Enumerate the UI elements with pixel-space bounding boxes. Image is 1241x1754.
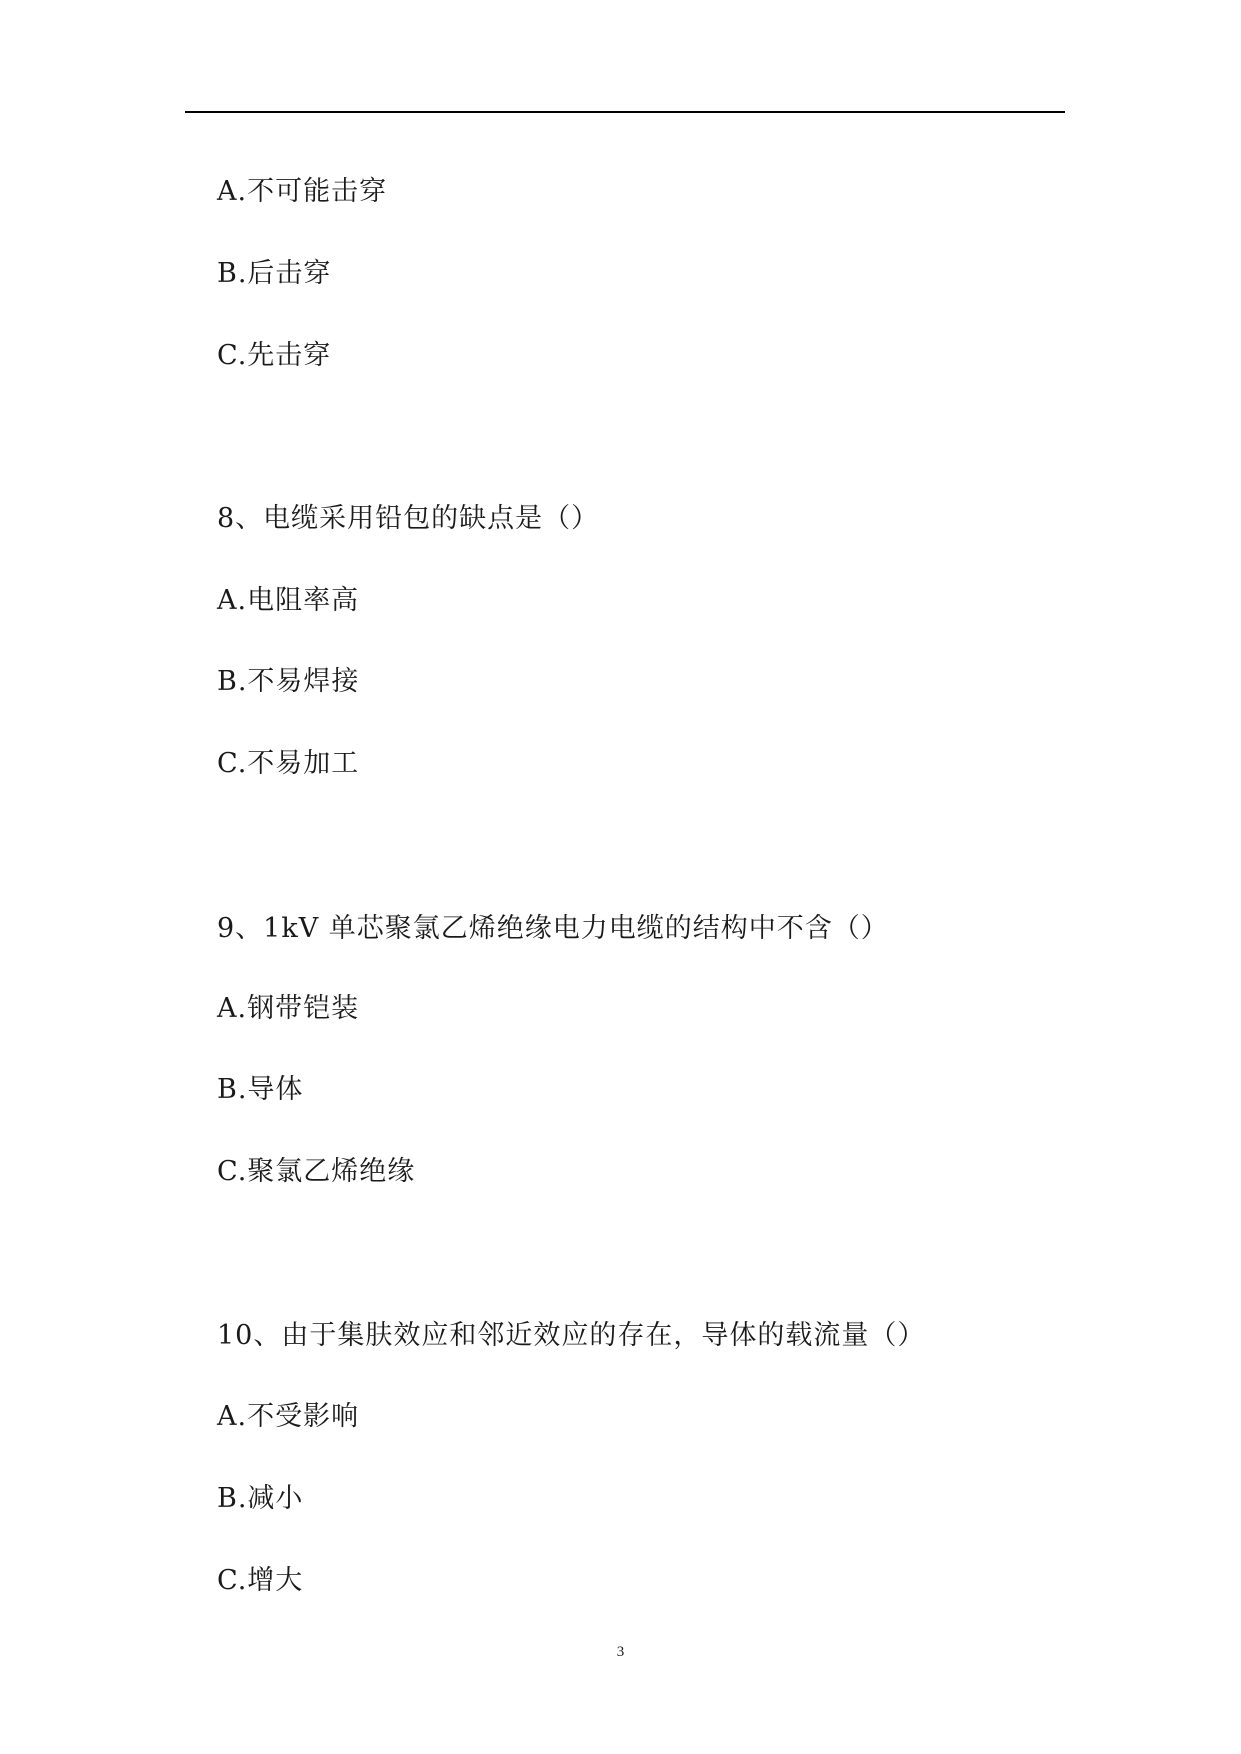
page-number: 3 [616, 1644, 625, 1660]
option-text: A.不受影响 [217, 1401, 360, 1432]
option-text: A.电阻率高 [217, 585, 360, 616]
option-text: C.不易加工 [217, 748, 360, 779]
question-stem: 8、电缆采用铅包的缺点是（） [217, 503, 600, 534]
question-stem: 9、1kV 单芯聚氯乙烯绝缘电力电缆的结构中不含（） [217, 913, 889, 944]
header-rule [185, 111, 1065, 113]
option-text: B.不易焊接 [217, 666, 360, 697]
option-text: B.减小 [217, 1483, 304, 1514]
option-text: B.后击穿 [217, 258, 332, 289]
option-text: C.增大 [217, 1565, 304, 1596]
option-text: C.先击穿 [217, 340, 332, 371]
option-text: A.不可能击穿 [217, 176, 388, 207]
option-text: A.钢带铠装 [217, 993, 360, 1024]
option-text: C.聚氯乙烯绝缘 [217, 1156, 416, 1187]
option-text: B.导体 [217, 1074, 304, 1105]
question-stem: 10、由于集肤效应和邻近效应的存在，导体的载流量（） [217, 1320, 926, 1351]
